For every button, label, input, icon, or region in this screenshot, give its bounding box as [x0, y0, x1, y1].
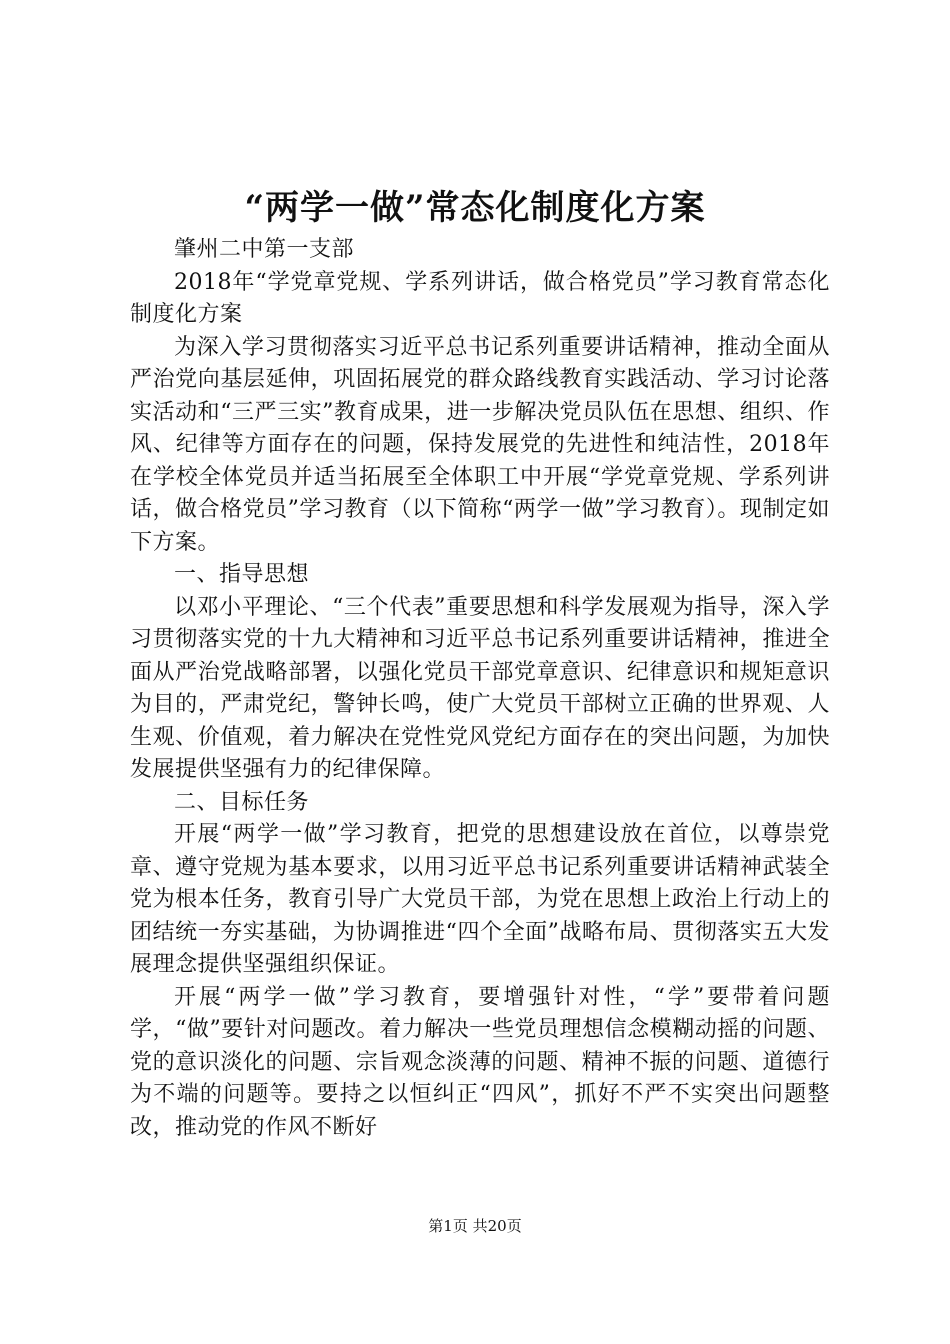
document-body — [130, 234, 830, 1144]
program-subtitle: 2018年“学党章党规、学系列讲话，做合格党员”学习教育常态化制度化方案 — [130, 269, 830, 327]
objectives-paragraph-2: 开展“两学一做”学习教育，要增强针对性，“学”要带着问题学，“做”要针对问题改。着力解决一些党员理想信念模糊动摇的问题、党的意识淡化的问题、宗旨观念淡薄的问题、精神不振的问题、道德行为不端的问题等。要持之以恒纠正“四风”，抓好不严不实突出问题整改，推动党的作风不断好 — [130, 984, 830, 1140]
guiding-ideology-paragraph: 以邓小平理论、“三个代表”重要思想和科学发展观为指导，深入学习贯彻落实党的十九大精神和习近平总书记系列重要讲话精神，推进全面从严治党战略部署，以强化党员干部党章意识、纪律意识和规矩意识为目的，严肃党纪，警钟长鸣，使广大党员干部树立正确的世界观、人生观、价值观，着力解决在党性党风党纪方面存在的突出问题，为加快发展提供坚强有力的纪律保障。 — [130, 594, 830, 782]
party-branch-name: 肇州二中第一支部 — [174, 237, 355, 262]
section-heading-objectives: 二、目标任务 — [174, 789, 310, 815]
document-title: “两学一做”常态化制度化方案 — [244, 188, 706, 228]
objectives-paragraph-1: 开展“两学一做”学习教育，把党的思想建设放在首位，以尊崇党章、遵守党规为基本要求，以用习近平总书记系列重要讲话精神武装全党为根本任务，教育引导广大党员干部，为党在思想上政治上行动上的团结统一夯实基础，为协调推进“四个全面”战略布局、贯彻落实五大发展理念提供坚强组织保证。 — [130, 822, 830, 977]
page-footer: 第1页 共20页 — [428, 1217, 522, 1235]
intro-paragraph: 为深入学习贯彻落实习近平总书记系列重要讲话精神，推动全面从严治党向基层延伸，巩固拓展党的群众路线教育实践活动、学习讨论落实活动和“三严三实”教育成果，进一步解决党员队伍在思想、组织、作风、纪律等方面存在的问题，保持发展党的先进性和纯洁性，2018年在学校全体党员并适当拓展至全体职工中开展“学党章党规、学系列讲话，做合格党员”学习教育（以下简称“两学一做”学习教育）。现制定如下方案。 — [130, 334, 830, 555]
section-heading-guiding-ideology: 一、指导思想 — [174, 562, 310, 587]
